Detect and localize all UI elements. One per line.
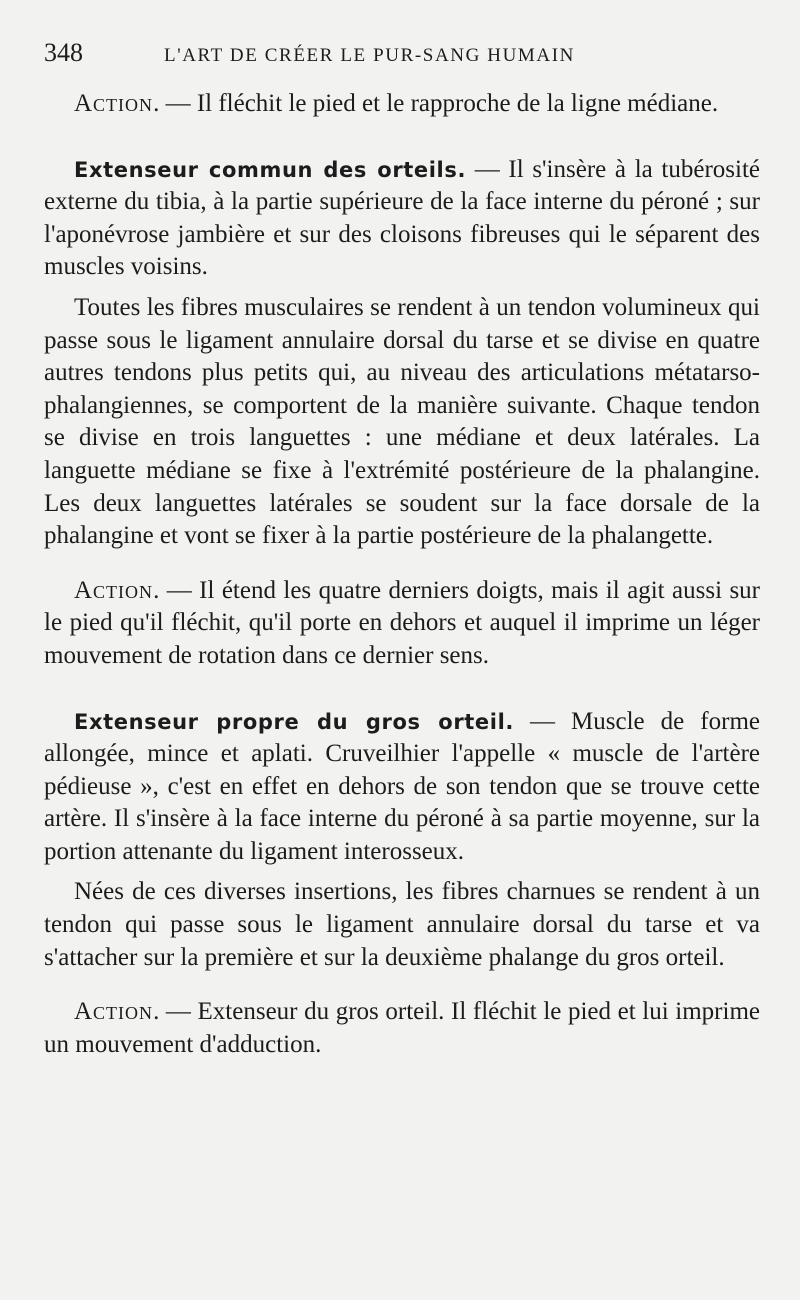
action-label: Action — [74, 90, 154, 117]
paragraph-text: — Il s'insère à la tubérosité externe du tibia, à la partie supérieure de la face interne du péroné ; sur l'aponévrose jambière et sur des cloisons fibreuses qui le séparent des muscles voisins. — [44, 155, 760, 281]
body-text — [44, 88, 760, 1061]
section-heading: Extenseur propre du gros orteil. — [74, 709, 514, 734]
paragraph-text: — Muscle de forme allongée, mince et aplati. Cruveilhier l'appelle « muscle de l'artère pédieuse », c'est en effet en dehors de son tendon que se trouve cette artère. Il s'insère à la face interne du péroné à sa partie moyenne, sur la portion attenante du ligament interosseux. — [44, 707, 760, 865]
paragraph-insertions — [44, 876, 760, 974]
paragraph-text: . — Extenseur du gros orteil. Il fléchit le pied et lui imprime un mouvement d'adduction. — [44, 998, 760, 1058]
paragraph-fibres — [44, 292, 760, 553]
paragraph-text: . — Il étend les quatre derniers doigts, mais il agit aussi sur le pied qu'il fléchit, qu'il porte en dehors et auquel il imprime un léger mouvement de rotation dans ce dernier sens. — [44, 576, 760, 669]
paragraph-extenseur-commun — [44, 154, 760, 284]
paragraph-text: Toutes les fibres musculaires se rendent à un tendon volumineux qui passe sous le ligament annulaire dorsal du tarse et se divise en quatre autres tendons plus petits qui, au niveau des articulations métatarso-phalangiennes, se comportent de la manière suivante. Chaque tendon se divise en trois languettes : une médiane et deux latérales. La languette médiane se fixe à l'extrémité postérieure de la phalangine. Les deux languettes latérales se soudent sur la face dorsale de la phalangine et vont se fixer à la partie postérieure de la phalangette. — [44, 293, 760, 550]
paragraph-text: Nées de ces diverses insertions, les fibres charnues se rendent à un tendon qui passe sous le ligament annulaire dorsal du tarse et va s'attacher sur la première et sur la deuxième phalange du gros orteil. — [44, 878, 760, 971]
paragraph-action-1 — [44, 88, 760, 121]
action-label: Action — [74, 576, 154, 604]
running-head — [44, 38, 760, 78]
action-label: Action — [74, 998, 154, 1026]
paragraph-extenseur-propre — [44, 706, 760, 869]
paragraph-text: . — Il fléchit le pied et le rapproche de la ligne médiane. — [153, 90, 719, 117]
section-heading: Extenseur commun des orteils. — [74, 157, 467, 182]
page-number: 348 — [44, 38, 83, 67]
running-title: L'ART DE CRÉER LE PUR-SANG HUMAIN — [164, 45, 575, 66]
paragraph-action-3 — [44, 996, 760, 1061]
paragraph-action-2 — [44, 575, 760, 673]
